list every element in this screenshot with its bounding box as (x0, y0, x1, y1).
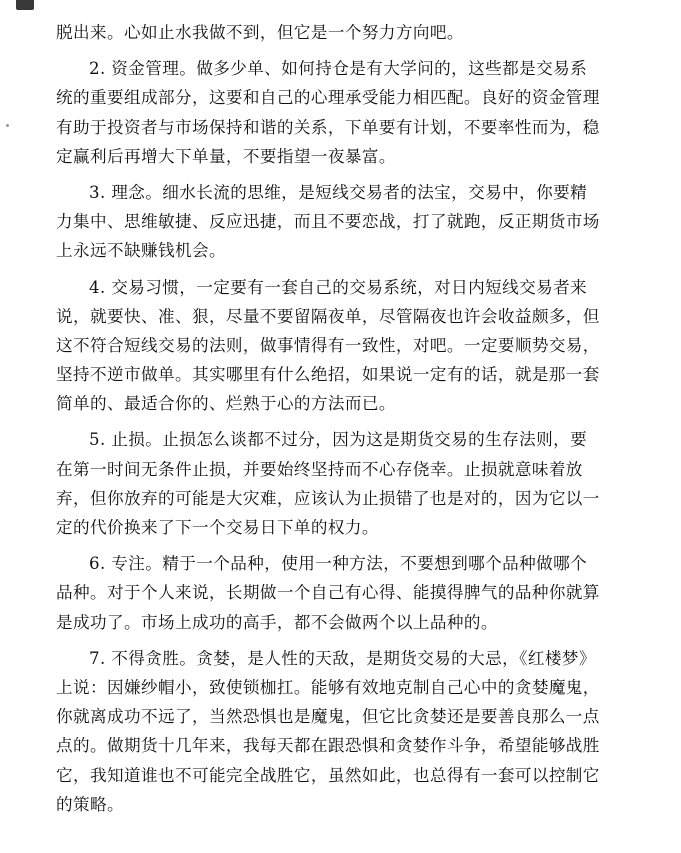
paragraph-5-first-line: 5. 止损。止损怎么谈都不过分，因为这是期货交易的生存法则，要 (89, 430, 588, 450)
text-line: 品种。对于个人来说，长期做一个自己有心得、能摸得脾气的品种你就算 (56, 583, 600, 603)
text-line: 这不符合短线交易的法则，做事情得有一致性，对吧。一定要顺势交易， (56, 335, 600, 355)
text-line: 弃，但你放弃的可能是大灾难，应该认为止损错了也是对的，因为它以一 (56, 488, 600, 508)
text-line: 坚持不逆市做单。其实哪里有什么绝招，如果说一定有的话，就是那一套 (56, 365, 600, 385)
text-line: 定的代价换来了下一个交易日下单的权力。 (56, 518, 379, 537)
text-line: 上说：因嫌纱帽小，致使锁枷扛。能够有效地克制自己心中的贪婪魔鬼， (56, 677, 600, 697)
text-line: 简单的、最适合你的、烂熟于心的方法而已。 (56, 394, 396, 414)
text-line: 有助于投资者与市场保持和谐的关系，下单要有计划，不要率性而为，稳 (56, 117, 600, 137)
text-line: 在第一时间无条件止损，并要始终坚持而不心存侥幸。止损就意味着放 (56, 459, 583, 479)
text-line: 脱出来。心如止水我做不到，但它是一个努力方向吧。 (56, 23, 464, 42)
text-line: 力集中、思维敏捷、反应迅捷，而且不要恋战，打了就跑，反正期货市场 (56, 212, 600, 232)
paragraph-7-first-line: 7. 不得贪胜。贪婪，是人性的天敌，是期货交易的大忌，《红楼梦》 (89, 648, 596, 668)
text-line: 你就离成功不远了，当然恐惧也是魔鬼，但它比贪婪还是要善良那么一点 (56, 707, 600, 727)
paragraph-4-first-line: 4. 交易习惯，一定要有一套自己的交易系统，对日内短线交易者来 (89, 277, 588, 297)
text-line: 点的。做期货十几年来，我每天都在跟恐惧和贪婪作斗争，希望能够战胜 (56, 736, 600, 756)
text-line: 上永远不缺赚钱机会。 (56, 241, 226, 261)
text-line: 统的重要组成部分，这要和自己的心理承受能力相匹配。良好的资金管理 (56, 88, 600, 108)
text-line: 定赢利后再增大下单量，不要指望一夜暴富。 (56, 146, 396, 166)
body-text (56, 18, 646, 819)
text-line: 是成功了。市场上成功的高手，都不会做两个以上品种的。 (56, 612, 498, 632)
paragraph-2-first-line: 2. 资金管理。做多少单、如何持仓是有大学问的，这些都是交易系 (89, 59, 588, 79)
paragraph-6-first-line: 6. 专注。精于一个品种，使用一种方法，不要想到哪个品种做哪个 (89, 554, 588, 574)
text-line: 说，就要快、准、狠，尽量不要留隔夜单，尽管隔夜也许会收益颇多，但 (56, 306, 600, 326)
text-line: 它，我知道谁也不可能完全战胜它，虽然如此，也总得有一套可以控制它 (56, 765, 600, 785)
scan-speck (6, 124, 9, 127)
text-line: 的策略。 (56, 794, 124, 814)
scan-corner-mark (16, 0, 34, 10)
paragraph-3-first-line: 3. 理念。细水长流的思维，是短线交易者的法宝，交易中，你要精 (89, 182, 588, 202)
